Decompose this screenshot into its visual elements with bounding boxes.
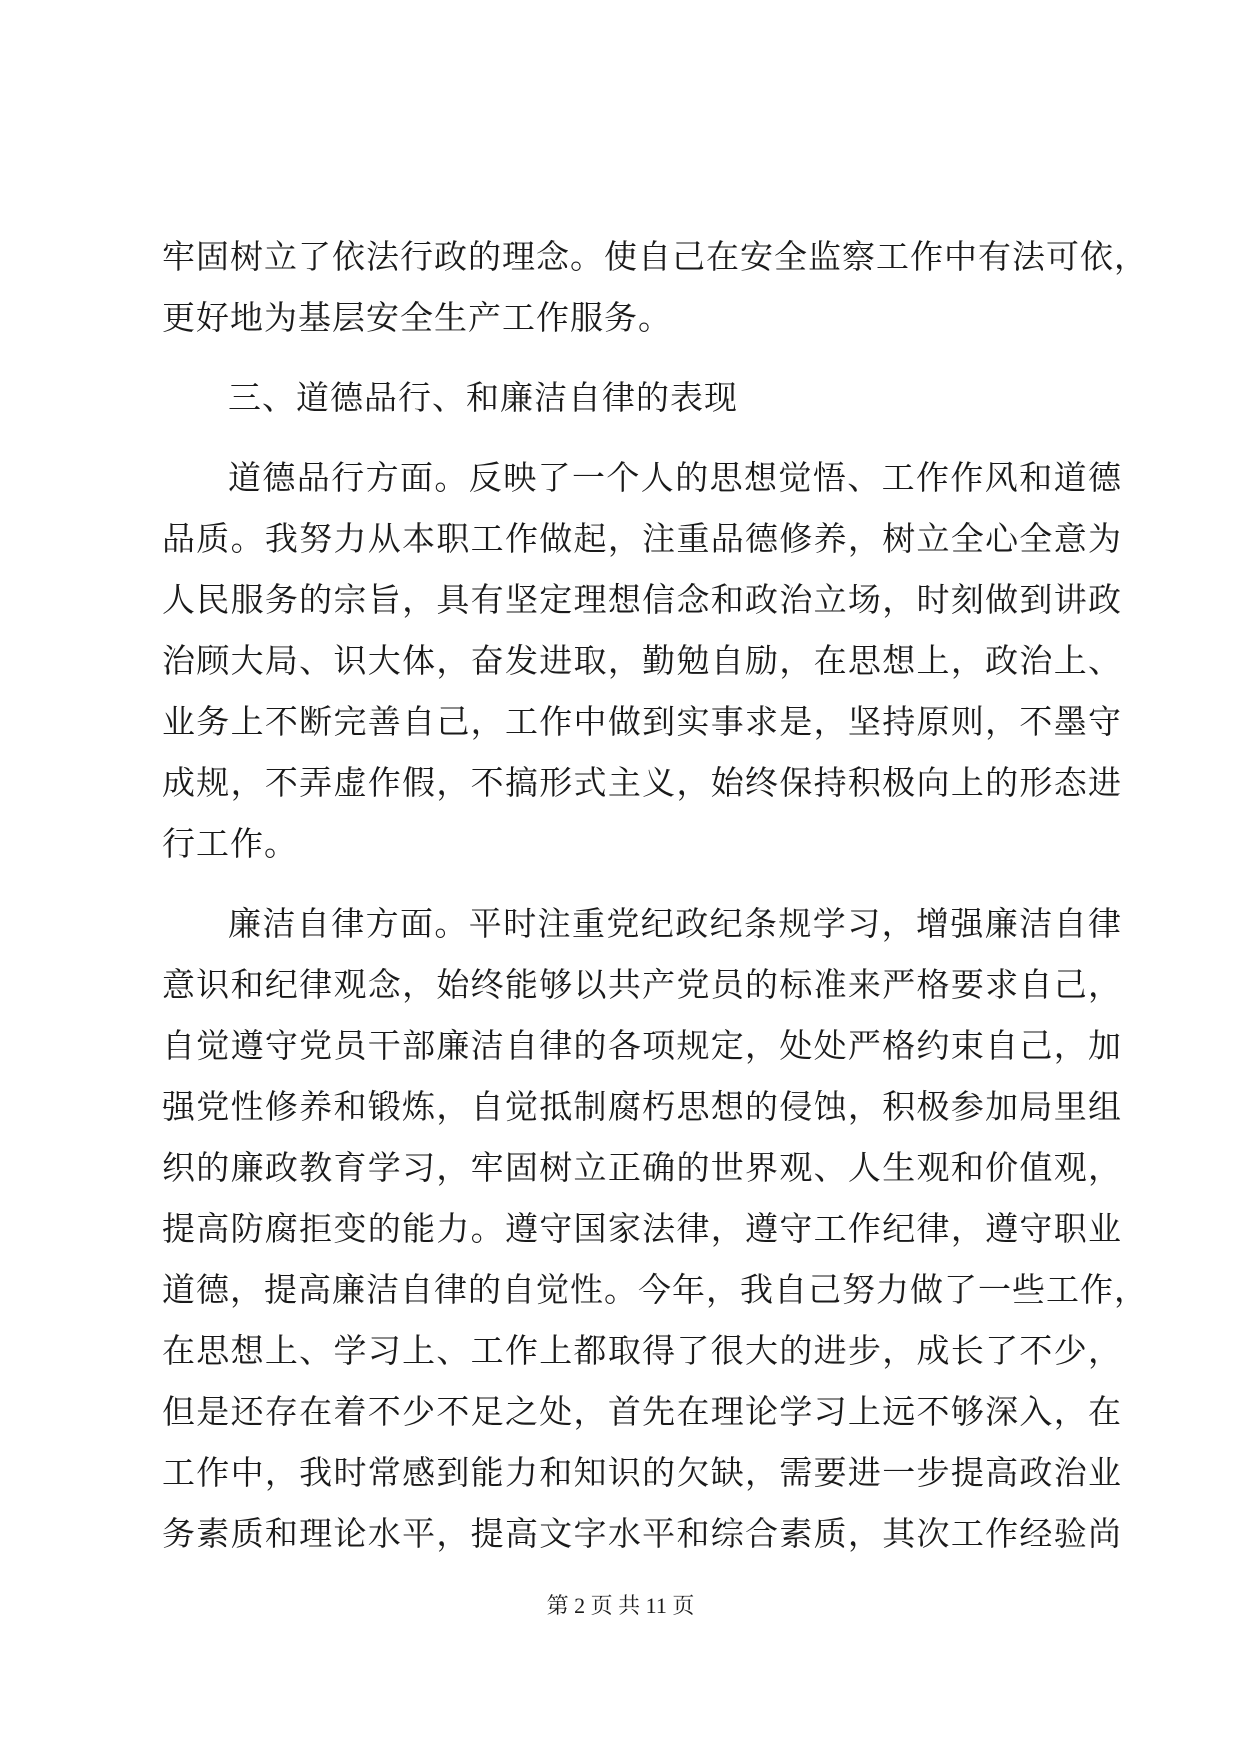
section-heading: 三、道德品行、和廉洁自律的表现: [228, 378, 738, 417]
document-body: [162, 226, 1148, 1564]
paragraph-line: 自觉遵守党员干部廉洁自律的各项规定，处处严格约束自己，加: [162, 1026, 1122, 1065]
paragraph-line: 织的廉政教育学习，牢固树立正确的世界观、人生观和价值观，: [162, 1148, 1122, 1187]
paragraph-line: 人民服务的宗旨，具有坚定理想信念和政治立场，时刻做到讲政: [162, 580, 1122, 619]
paragraph-line: 道德，提高廉洁自律的自觉性。今年，我自己努力做了一些工作，: [162, 1270, 1148, 1309]
paragraph-line: 提高防腐拒变的能力。遵守国家法律，遵守工作纪律，遵守职业: [162, 1209, 1122, 1248]
page-number-footer: 第 2 页 共 11 页: [546, 1593, 695, 1618]
paragraph-line: 牢固树立了依法行政的理念。使自己在安全监察工作中有法可依，: [162, 237, 1148, 276]
paragraph-line: 成规，不弄虚作假，不搞形式主义，始终保持积极向上的形态进: [162, 763, 1122, 802]
paragraph-gap: [162, 874, 1122, 893]
paragraph-line: 务素质和理论水平，提高文字水平和综合素质，其次工作经验尚: [162, 1514, 1122, 1553]
paragraph-line: 但是还存在着不少不足之处，首先在理论学习上远不够深入，在: [162, 1392, 1122, 1431]
paragraph-line: 治顾大局、识大体，奋发进取，勤勉自励，在思想上，政治上、: [162, 641, 1122, 680]
paragraph-line: 道德品行方面。反映了一个人的思想觉悟、工作作风和道德: [228, 458, 1122, 497]
paragraph-line: 工作中，我时常感到能力和知识的欠缺，需要进一步提高政治业: [162, 1453, 1122, 1492]
paragraph-gap: [162, 428, 1122, 447]
paragraph-line: 意识和纪律观念，始终能够以共产党员的标准来严格要求自己，: [162, 965, 1122, 1004]
paragraph-line: 业务上不断完善自己，工作中做到实事求是，坚持原则，不墨守: [162, 702, 1122, 741]
paragraph-line: 强党性修养和锻炼，自觉抵制腐朽思想的侵蚀，积极参加局里组: [162, 1087, 1122, 1126]
paragraph-line: 更好地为基层安全生产工作服务。: [162, 298, 672, 337]
paragraph-line: 在思想上、学习上、工作上都取得了很大的进步，成长了不少，: [162, 1331, 1122, 1370]
paragraph-line: 廉洁自律方面。平时注重党纪政纪条规学习，增强廉洁自律: [228, 904, 1122, 943]
paragraph-gap: [162, 348, 1122, 367]
paragraph-line: 行工作。: [162, 824, 298, 863]
paragraph-line: 品质。我努力从本职工作做起，注重品德修养，树立全心全意为: [162, 519, 1122, 558]
